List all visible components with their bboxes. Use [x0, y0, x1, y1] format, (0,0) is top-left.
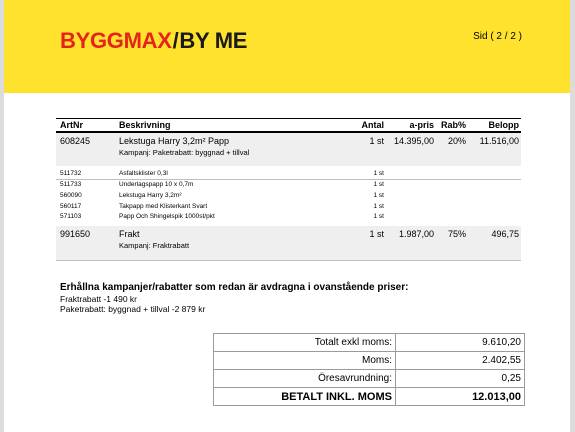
totals-row	[214, 388, 525, 406]
col-header-unit-price: a-pris	[409, 120, 434, 130]
page-header	[4, 0, 570, 93]
col-header-description: Beskrivning	[119, 120, 171, 130]
items-table	[56, 118, 521, 261]
item-discount: 20%	[447, 136, 466, 146]
totals-row	[214, 334, 525, 352]
item-campaign: Kampanj: Fraktrabatt	[119, 241, 190, 250]
item-amount: 496,75	[491, 229, 519, 239]
receipt-page	[4, 0, 570, 432]
subitem-quantity: 1 st	[373, 213, 384, 220]
campaign-summary	[60, 282, 408, 314]
subitem-description: Lekstuga Harry 3,2m²	[119, 192, 182, 199]
item-artnr: 991650	[60, 229, 91, 239]
totals-row	[214, 370, 525, 388]
item-artnr: 608245	[60, 136, 91, 146]
item-unit-price: 14.395,00	[393, 136, 434, 146]
rounding-value: 0,25	[396, 370, 525, 388]
item-discount: 75%	[447, 229, 466, 239]
vat-label: Moms:	[214, 352, 396, 370]
subitem-description: Takpapp med Klisterkant Svart	[119, 203, 208, 210]
table-row	[56, 226, 521, 260]
logo-slash: /	[172, 28, 179, 53]
page-number: Sid ( 2 / 2 )	[473, 31, 522, 42]
subitem-artnr: 511733	[60, 181, 82, 188]
item-campaign: Kampanj: Paketrabatt: byggnad + tillval	[119, 148, 250, 157]
subitem-description: Papp Och Shingelspik 1000st/pkt	[119, 213, 215, 220]
col-header-discount: Rab%	[440, 120, 466, 130]
totals-table	[213, 333, 525, 406]
item-amount: 11.516,00	[479, 136, 519, 146]
item-unit-price: 1.987,00	[398, 229, 434, 239]
subitem-quantity: 1 st	[373, 192, 384, 199]
campaign-line: Paketrabatt: byggnad + tillval -2 879 kr	[60, 304, 206, 314]
subitem-artnr: 560117	[60, 203, 82, 210]
vat-value: 2.402,55	[396, 352, 525, 370]
subitem-artnr: 511732	[60, 170, 82, 177]
col-header-artnr: ArtNr	[60, 120, 84, 130]
totals-row	[214, 352, 525, 370]
subitem-quantity: 1 st	[373, 181, 384, 188]
item-description: Lekstuga Harry 3,2m² Papp	[119, 136, 230, 146]
grand-total-value: 12.013,00	[396, 388, 525, 406]
col-header-amount: Belopp	[488, 120, 519, 130]
item-quantity: 1 st	[369, 136, 384, 146]
table-header	[56, 118, 521, 133]
campaign-title: Erhållna kampanjer/rabatter som redan är avdragna i ovanstående priser:	[60, 282, 409, 293]
total-excl-vat-value: 9.610,20	[396, 334, 525, 352]
subitem-artnr: 571103	[60, 213, 82, 220]
subitem-description: Asfaltsklister 0,3l	[119, 170, 168, 177]
byggmax-logo	[60, 29, 247, 53]
table-row	[56, 133, 521, 166]
subitem-divider	[56, 179, 521, 180]
rounding-label: Öresavrundning:	[214, 370, 396, 388]
campaign-line: Fraktrabatt -1 490 kr	[60, 294, 138, 304]
item-quantity: 1 st	[369, 229, 384, 239]
subitem-quantity: 1 st	[373, 170, 384, 177]
col-header-quantity: Antal	[361, 120, 384, 130]
total-excl-vat-label: Totalt exkl moms:	[214, 334, 396, 352]
item-description: Frakt	[119, 229, 140, 239]
subitem-description: Underlagspapp 10 x 0,7m	[119, 181, 194, 188]
grand-total-label: BETALT INKL. MOMS	[214, 388, 396, 406]
subitem-list	[56, 166, 521, 222]
subitem-artnr: 560090	[60, 192, 82, 199]
table-bottom-rule	[56, 260, 521, 261]
subitem-quantity: 1 st	[373, 203, 384, 210]
logo-byme: BY ME	[179, 28, 248, 53]
logo-brand: BYGGMAX	[60, 28, 172, 53]
